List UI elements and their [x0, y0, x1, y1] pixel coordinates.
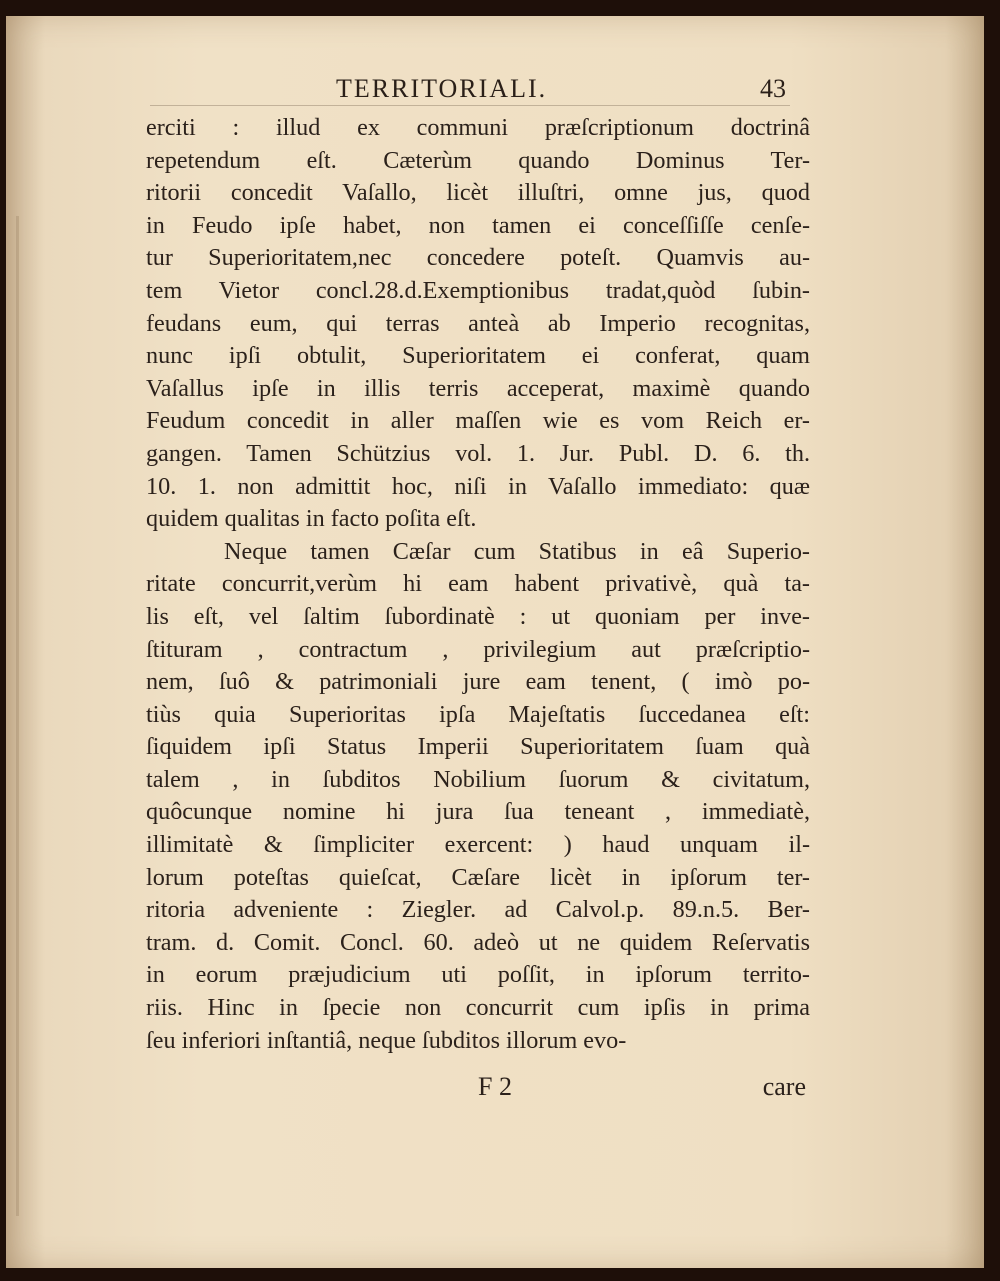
text-line: Feudum concedit in aller maſſen wie es vom Reich er-: [146, 407, 810, 435]
text-line: feudans eum, qui terras anteà ab Imperio recognitas,: [146, 309, 810, 337]
text-line: 10. 1. non admittit hoc, niſi in Vaſallo immediato: quæ: [146, 472, 810, 500]
header-rule: [150, 105, 790, 106]
text-line: illimitatè & ſimpliciter exercent: ) haud unquam il-: [146, 831, 810, 859]
text-line: lorum poteſtas quieſcat, Cæſare licèt in ipſorum ter-: [146, 863, 810, 891]
text-line: nunc ipſi obtulit, Superioritatem ei conferat, quam: [146, 342, 810, 370]
catchword: care: [762, 1072, 806, 1101]
text-line: erciti : illud ex communi præſcriptionum doctrinâ: [146, 114, 810, 141]
text-line: ſtituram , contractum , privilegium aut præſcriptio-: [146, 635, 810, 663]
text-line: ritoria adveniente : Ziegler. ad Calvol.p. 89.n.5. Ber-: [146, 896, 810, 924]
text-line: tem Vietor concl.28.d.Exemptionibus tradat,quòd ſubin-: [146, 276, 810, 304]
text-line: talem , in ſubditos Nobilium ſuorum & civitatum,: [146, 765, 810, 793]
running-head: [0, 70, 1000, 104]
text-line: Vaſallus ipſe in illis terris acceperat, maximè quando: [146, 374, 810, 402]
text-line: ritorii concedit Vaſallo, licèt illuſtri, omne jus, quod: [146, 179, 810, 207]
text-line: Neque tamen Cæſar cum Statibus in eâ Superio-: [224, 537, 810, 565]
text-line: in eorum præjudicium uti poſſit, in ipſorum territo-: [146, 961, 810, 989]
text-line: quidem qualitas in facto poſita eſt.: [146, 505, 477, 533]
text-line: nem, ſuô & patrimoniali jure eam tenent, ( imò po-: [146, 668, 810, 696]
text-line: tram. d. Comit. Concl. 60. adeò ut ne quidem Reſervatis: [146, 928, 810, 956]
text-line: gangen. Tamen Schützius vol. 1. Jur. Publ. D. 6. th.: [146, 439, 810, 467]
page-number: 43: [760, 74, 786, 103]
text-line: ritate concurrit,verùm hi eam habent privativè, quà ta-: [146, 570, 810, 598]
text-line: tiùs quia Superioritas ipſa Majeſtatis ſuccedanea eſt:: [146, 700, 810, 728]
text-line: quôcunque nomine hi jura ſua teneant , immediatè,: [146, 798, 810, 826]
text-line: tur Superioritatem,nec concedere poteſt. Quamvis au-: [146, 244, 810, 272]
running-title: TERRITORIALI.: [336, 74, 548, 103]
text-line: lis eſt, vel ſaltim ſubordinatè : ut quoniam per inve-: [146, 602, 810, 630]
text-line: ſiquidem ipſi Status Imperii Superioritatem ſuam quà: [146, 733, 810, 761]
text-line: repetendum eſt. Cæterùm quando Dominus Ter-: [146, 146, 810, 174]
text-line: ſeu inferiori inſtantiâ, neque ſubditos illorum evo-: [146, 1026, 627, 1054]
text-line: riis. Hinc in ſpecie non concurrit cum ipſis in prima: [146, 994, 810, 1022]
page-gutter-shadow: [16, 216, 19, 1216]
body-text: [146, 112, 810, 1057]
text-line: in Feudo ipſe habet, non tamen ei conceſſiſſe cenſe-: [146, 211, 810, 239]
signature-mark: F 2: [478, 1072, 512, 1101]
page-footer: [150, 1072, 810, 1106]
